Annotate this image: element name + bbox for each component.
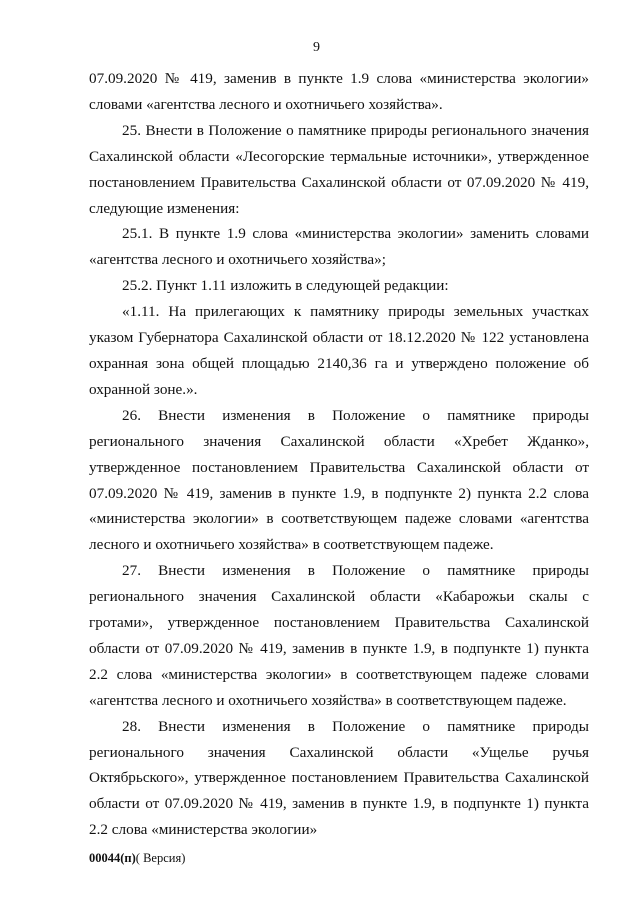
paragraph-27: 27. Внести изменения в Положение о памятнике природы регионального значения Сахалинской области «Кабарожьи скалы с гротами», утвержденное постановлением Правительства Сахалинской области от 07.09.2020 № 419, заменив в пункте 1.9, в подпункте 1) пункта 2.2 слова «министерства экологии» в соответствующем падеже словами «агентства лесного и охотничьего хозяйства» в соответствующем падеже. <box>89 562 589 709</box>
paragraph-25: 25. Внести в Положение о памятнике природы регионального значения Сахалинской области «Лесогорские термальные источники», утвержденное постановлением Правительства Сахалинской области от 07.09.2020 № 419, следующие изменения: <box>89 121 589 217</box>
paragraph-1-11-quote: «1.11. На прилегающих к памятнику природы земельных участках указом Губернатора Сахалинской области от 18.12.2020 № 122 установлена охранная зона общей площадью 2140,36 га и утверждено положение об охранной зоне.». <box>89 303 589 398</box>
paragraph-25-1: 25.1. В пункте 1.9 слова «министерства экологии» заменить словами «агентства лесного и охотничьего хозяйства»; <box>89 225 589 269</box>
document-code: 00044(п) <box>89 851 136 865</box>
paragraph-25-2: 25.2. Пункт 1.11 изложить в следующей редакции: <box>122 277 449 295</box>
paragraph-26: 26. Внести изменения в Положение о памятнике природы регионального значения Сахалинской области «Хребет Жданко», утвержденное постановлением Правительства Сахалинской области от 07.09.2020 № 419, заменив в пункте 1.9, в подпункте 2) пункта 2.2 слова «министерства экологии» в соответствующем падеже словами «агентства лесного и охотничьего хозяйства» в соответствующем падеже. <box>89 406 589 554</box>
version-label: ( Версия) <box>135 851 186 865</box>
paragraph-28: 28. Внести изменения в Положение о памятнике природы регионального значения Сахалинской области «Ущелье ручья Октябрьского», утвержденное постановлением Правительства Сахалинской области от 07.09.2020 № 419, заменив в пункте 1.9, в подпункте 1) пункта 2.2 слова «министерства экологии» <box>89 717 589 839</box>
page-number: 9 <box>313 40 320 55</box>
paragraph-continuation: 07.09.2020 № 419, заменив в пункте 1.9 слова «министерства экологии» словами «агентства лесного и охотничьего хозяйства». <box>89 70 589 113</box>
document-body <box>89 66 589 843</box>
document-footer <box>89 851 185 866</box>
